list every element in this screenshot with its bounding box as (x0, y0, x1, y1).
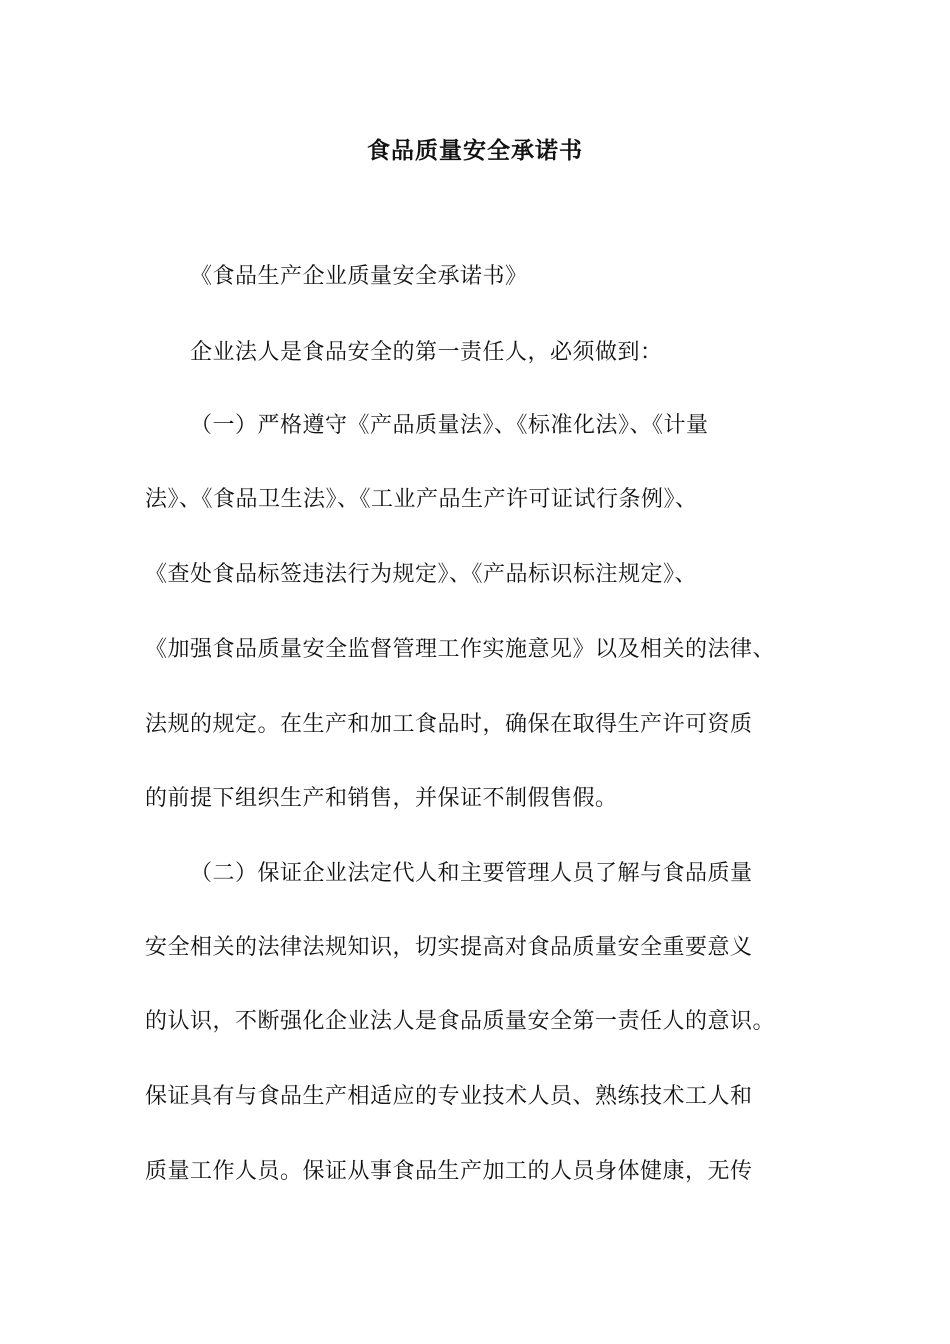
paragraph-line: 《食品生产企业质量安全承诺书》 (190, 264, 528, 289)
paragraph-line: （一）严格遵守《产品质量法》、《标准化法》、《计量 (190, 413, 709, 438)
paragraph-line: 企业法人是食品安全的第一责任人，必须做到： (190, 340, 663, 365)
paragraph-line: 《加强食品质量安全监督管理工作实施意见》以及相关的法律、 (145, 637, 776, 662)
paragraph-line: 《查处食品标签违法行为规定》、《产品标识标注规定》、 (145, 562, 698, 587)
paragraph-line: 的认识，不断强化企业法人是食品质量安全第一责任人的意识。 (145, 1009, 776, 1034)
paragraph-line: 法》、《食品卫生法》、《工业产品生产许可证试行条例》、 (145, 487, 698, 512)
paragraph-line: 安全相关的法律法规知识，切实提高对食品质量安全重要意义 (145, 935, 753, 960)
paragraph-line: 质量工作人员。保证从事食品生产加工的人员身体健康，无传 (145, 1159, 753, 1184)
paragraph-line: （二）保证企业法定代人和主要管理人员了解与食品质量 (190, 861, 753, 886)
paragraph-line: 的前提下组织生产和销售，并保证不制假售假。 (145, 786, 618, 811)
paragraph-line: 法规的规定。在生产和加工食品时，确保在取得生产许可资质 (145, 712, 753, 737)
document-title: 食品质量安全承诺书 (367, 138, 583, 164)
paragraph-line: 保证具有与食品生产相适应的专业技术人员、熟练技术工人和 (145, 1084, 753, 1109)
